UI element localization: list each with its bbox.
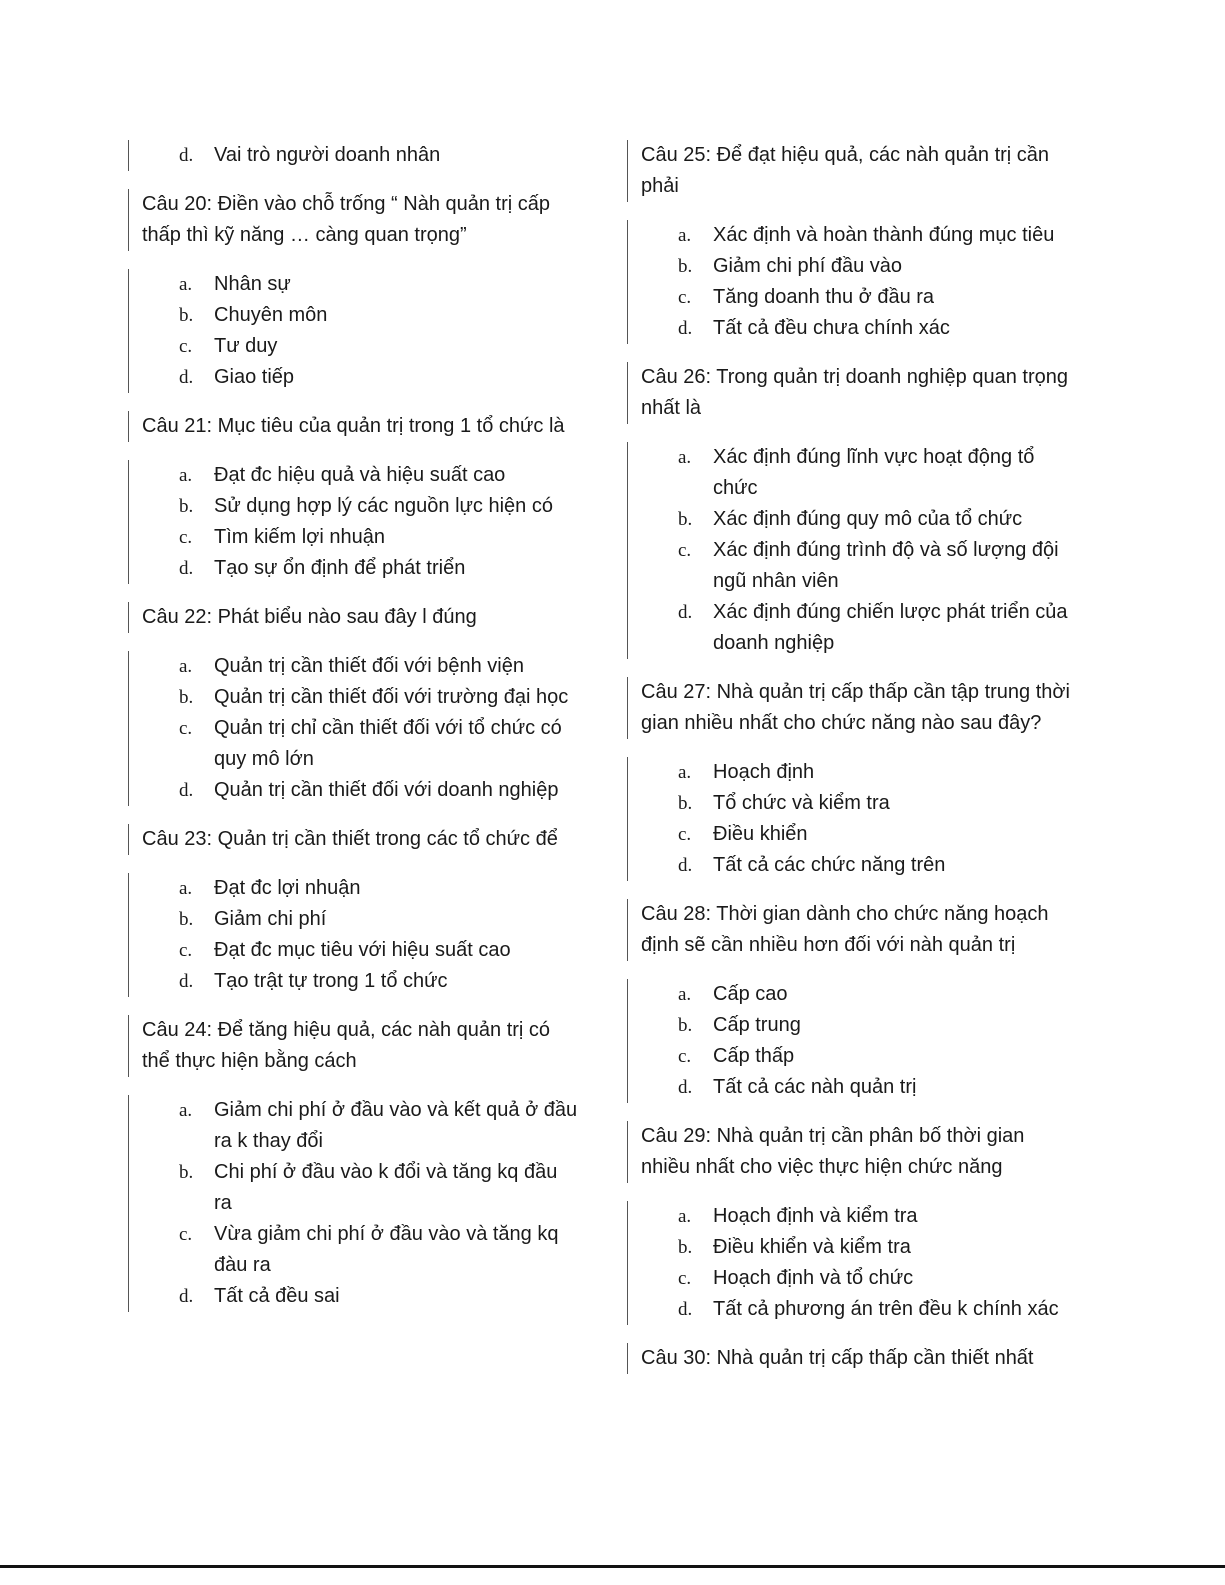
option-letter: a. (678, 447, 692, 468)
option-text: Đạt đc hiệu quả và hiệu suất cao (214, 464, 506, 486)
question-25 (627, 140, 1077, 344)
option-item (128, 651, 578, 682)
option-item (627, 597, 1077, 659)
option-list (627, 220, 1077, 344)
option-item (128, 460, 578, 491)
option-text: Giao tiếp (214, 366, 295, 388)
option-text: Tất cả các chức năng trên (713, 854, 946, 876)
option-item (128, 1281, 578, 1312)
option-item (627, 282, 1077, 313)
option-item (627, 535, 1077, 597)
option-letter: d. (678, 318, 693, 339)
option-item (627, 220, 1077, 251)
option-text: Hoạch định và tổ chức (713, 1267, 914, 1289)
question-20 (128, 189, 578, 393)
option-item (128, 553, 578, 584)
option-text: Tổ chức và kiểm tra (713, 792, 890, 814)
option-letter: a. (179, 656, 193, 677)
question-title: Câu 26: Trong quản trị doanh nghiệp quan trọng nhất là (627, 362, 1077, 424)
option-item (128, 269, 578, 300)
option-text: Xác định và hoàn thành đúng mục tiêu (713, 224, 1055, 246)
question-title: Câu 23: Quản trị cần thiết trong các tổ chức để (128, 824, 578, 855)
option-item (627, 757, 1077, 788)
option-letter: c. (179, 1224, 193, 1245)
option-letter: d. (678, 855, 693, 876)
option-letter: a. (678, 1206, 692, 1227)
option-letter: c. (179, 940, 193, 961)
option-letter: a. (678, 984, 692, 1005)
option-item (128, 1219, 578, 1281)
question-title: Câu 21: Mục tiêu của quản trị trong 1 tổ chức là (128, 411, 578, 442)
option-letter: d. (179, 1286, 194, 1307)
option-text: Quản trị cần thiết đối với doanh nghiệp (214, 779, 559, 801)
option-item (627, 251, 1077, 282)
question-title: Câu 22: Phát biểu nào sau đây l đúng (128, 602, 578, 633)
option-letter: a. (179, 465, 193, 486)
option-letter: c. (678, 1268, 692, 1289)
option-text: Tạo sự ổn định để phát triển (214, 557, 466, 579)
option-text: Chi phí ở đầu vào k đổi và tăng kq đầu ra (214, 1161, 558, 1214)
question-title: Câu 27: Nhà quản trị cấp thấp cần tập trung thời gian nhiều nhất cho chức năng nào sau đây? (627, 677, 1077, 739)
option-text: Tất cả phương án trên đều k chính xác (713, 1298, 1059, 1320)
option-item (627, 1232, 1077, 1263)
option-item (627, 442, 1077, 504)
option-letter: b. (179, 687, 194, 708)
option-list (128, 1095, 578, 1312)
option-letter: b. (179, 1162, 194, 1183)
question-24 (128, 1015, 578, 1312)
option-item (128, 713, 578, 775)
option-text: Quản trị cần thiết đối với trường đại học (214, 686, 569, 708)
question-21 (128, 411, 578, 584)
option-text: Cấp trung (713, 1014, 801, 1036)
option-text: Giảm chi phí ở đầu vào và kết quả ở đầu ra k thay đổi (214, 1099, 578, 1152)
option-text: Đạt đc mục tiêu với hiệu suất cao (214, 939, 511, 961)
option-letter: d. (179, 367, 194, 388)
option-item (627, 1201, 1077, 1232)
option-item (627, 979, 1077, 1010)
option-item (128, 522, 578, 553)
option-text: Chuyên môn (214, 304, 328, 326)
option-letter: d. (678, 602, 693, 623)
option-text: Tăng doanh thu ở đầu ra (713, 286, 935, 308)
option-item (627, 1263, 1077, 1294)
option-text: Điều khiển (713, 823, 808, 845)
question-title: Câu 29: Nhà quản trị cần phân bố thời gian nhiều nhất cho việc thực hiện chức năng (627, 1121, 1077, 1183)
option-letter: b. (678, 1015, 693, 1036)
right-column (627, 140, 1077, 1392)
option-letter: c. (678, 540, 692, 561)
question-title: Câu 24: Để tăng hiệu quả, các nàh quản trị có thể thực hiện bằng cách (128, 1015, 578, 1077)
option-text: Tư duy (214, 335, 278, 357)
option-item (128, 140, 578, 171)
option-item (128, 1157, 578, 1219)
option-letter: b. (678, 256, 693, 277)
option-text: Xác định đúng trình độ và số lượng đội ngũ nhân viên (713, 539, 1059, 592)
option-text: Hoạch định và kiểm tra (713, 1205, 918, 1227)
option-text: Đạt đc lợi nhuận (214, 877, 361, 899)
option-list (128, 460, 578, 584)
left-column (128, 140, 578, 1330)
option-text: Cấp thấp (713, 1045, 795, 1067)
question-22 (128, 602, 578, 806)
question-29 (627, 1121, 1077, 1325)
option-letter: b. (179, 909, 194, 930)
option-letter: d. (678, 1299, 693, 1320)
option-list (627, 757, 1077, 881)
option-letter: c. (678, 287, 692, 308)
option-text: Tìm kiếm lợi nhuận (214, 526, 385, 548)
option-item (128, 904, 578, 935)
option-text: Vai trò người doanh nhân (214, 144, 441, 166)
option-text: Tất cả đều chưa chính xác (713, 317, 950, 339)
option-letter: b. (678, 1237, 693, 1258)
option-text: Xác định đúng chiến lược phát triển của doanh nghiệp (713, 601, 1068, 654)
carry-over-options (128, 140, 578, 171)
question-28 (627, 899, 1077, 1103)
option-item (128, 873, 578, 904)
option-letter: c. (678, 1046, 692, 1067)
option-item (627, 1294, 1077, 1325)
option-item (627, 504, 1077, 535)
option-item (627, 850, 1077, 881)
page-bottom-divider (0, 1565, 1225, 1568)
option-letter: d. (179, 780, 194, 801)
option-item (128, 682, 578, 713)
option-text: Giảm chi phí (214, 908, 327, 930)
question-title: Câu 28: Thời gian dành cho chức năng hoạch định sẽ cần nhiều hơn đối với nàh quản trị (627, 899, 1077, 961)
option-text: Sử dụng hợp lý các nguồn lực hiện có (214, 495, 553, 517)
question-title: Câu 20: Điền vào chỗ trống “ Nàh quản trị cấp thấp thì kỹ năng … càng quan trọng” (128, 189, 578, 251)
option-item (128, 1095, 578, 1157)
option-text: Vừa giảm chi phí ở đầu vào và tăng kq đàu ra (214, 1223, 559, 1276)
option-item (627, 1072, 1077, 1103)
option-text: Điều khiển và kiểm tra (713, 1236, 911, 1258)
option-item (128, 935, 578, 966)
option-item (128, 966, 578, 997)
option-list (128, 873, 578, 997)
option-letter: b. (678, 793, 693, 814)
option-item (627, 788, 1077, 819)
option-text: Quản trị cần thiết đối với bệnh viện (214, 655, 524, 677)
option-item (627, 1041, 1077, 1072)
option-letter: c. (179, 527, 193, 548)
option-letter: b. (678, 509, 693, 530)
option-letter: a. (678, 225, 692, 246)
option-item (627, 1010, 1077, 1041)
option-text: Xác định đúng lĩnh vực hoạt động tổ chức (713, 446, 1035, 499)
option-item (128, 775, 578, 806)
option-list (627, 442, 1077, 659)
option-letter: d. (179, 558, 194, 579)
option-list (627, 979, 1077, 1103)
option-text: Nhân sự (214, 273, 291, 295)
option-text: Tất cả các nàh quản trị (713, 1076, 917, 1098)
option-letter: a. (179, 274, 193, 295)
question-23 (128, 824, 578, 997)
option-item (128, 300, 578, 331)
option-item (128, 491, 578, 522)
option-text: Tạo trật tự trong 1 tổ chức (214, 970, 448, 992)
question-title: Câu 25: Để đạt hiệu quả, các nàh quản trị cần phải (627, 140, 1077, 202)
option-item (627, 819, 1077, 850)
option-text: Xác định đúng quy mô của tổ chức (713, 508, 1023, 530)
option-item (627, 313, 1077, 344)
option-item (128, 362, 578, 393)
option-text: Hoạch định (713, 761, 815, 783)
question-30 (627, 1343, 1077, 1374)
option-letter: b. (179, 496, 194, 517)
option-letter: a. (179, 1100, 193, 1121)
option-letter: a. (179, 878, 193, 899)
question-title: Câu 30: Nhà quản trị cấp thấp cần thiết nhất (627, 1343, 1077, 1374)
option-text: Cấp cao (713, 983, 788, 1005)
option-list (627, 1201, 1077, 1325)
option-letter: d. (678, 1077, 693, 1098)
option-letter: c. (179, 718, 193, 739)
option-text: Quản trị chỉ cần thiết đối với tổ chức có quy mô lớn (214, 717, 562, 770)
option-list (128, 651, 578, 806)
option-letter: d. (179, 971, 194, 992)
option-item (128, 331, 578, 362)
question-27 (627, 677, 1077, 881)
option-text: Tất cả đều sai (214, 1285, 340, 1307)
option-list (128, 269, 578, 393)
option-letter: a. (678, 762, 692, 783)
option-text: Giảm chi phí đầu vào (713, 255, 902, 277)
question-26 (627, 362, 1077, 659)
option-letter: d. (179, 145, 194, 166)
option-letter: c. (179, 336, 193, 357)
option-letter: c. (678, 824, 692, 845)
option-letter: b. (179, 305, 194, 326)
